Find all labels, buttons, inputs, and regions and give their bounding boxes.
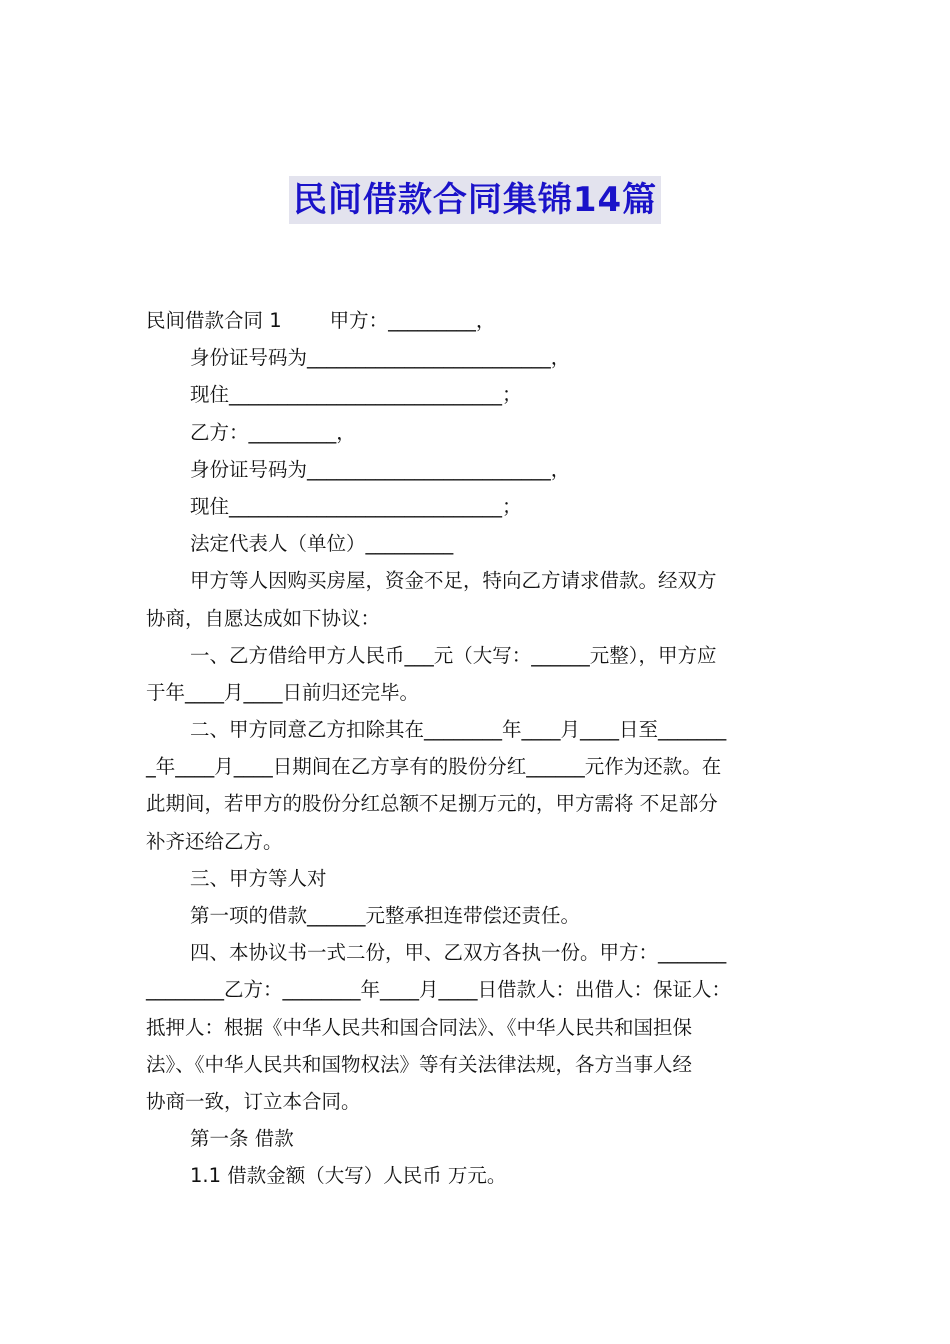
legal-representative-line: 法定代表人（单位）_________ — [190, 532, 454, 556]
paragraph-line: 法》、《中华人民共和国物权法》等有关法律法规，各方当事人经 — [146, 1052, 693, 1076]
signature-line: ________乙方：________年____月____日借款人：出借人：保证人： — [146, 978, 732, 1002]
paragraph-line: 抵押人：根据《中华人民共和国合同法》、《中华人民共和国担保 — [146, 1015, 693, 1039]
party-a-id-line: 身份证号码为_________________________， — [190, 346, 571, 370]
party-b-address-line: 现住____________________________； — [190, 494, 522, 518]
clause-2-line: 补齐还给乙方。 — [146, 829, 283, 853]
article-heading: 第一条 借款 — [190, 1127, 294, 1151]
party-a-address-line: 现住____________________________； — [190, 383, 522, 407]
clause-2-line: 此期间，若甲方的股份分红总额不足捌万元的，甲方需将 不足部分 — [146, 792, 718, 816]
contract-subtitle: 民间借款合同 1 — [146, 309, 282, 332]
paragraph-line: 协商一致，订立本合同。 — [146, 1089, 361, 1113]
clause-2-line: _年____月____日期间在乙方享有的股份分红______元作为还款。在 — [146, 755, 722, 779]
document-title: 民间借款合同集锦14篇 — [289, 176, 661, 224]
contract-heading-line — [146, 302, 810, 339]
clause-1-line: 一、乙方借给甲方人民币___元（大写：______元整），甲方应 — [190, 643, 717, 667]
clause-4-line: 四、本协议书一式二份，甲、乙双方各执一份。甲方：_______ — [190, 941, 727, 965]
contract-body — [146, 302, 810, 1195]
title-wrapper — [0, 176, 950, 224]
clause-1-line: 于年____月____日前归还完毕。 — [146, 680, 420, 704]
clause-2-line: 二、甲方同意乙方扣除其在________年____月____日至_______ — [190, 718, 727, 742]
paragraph-line: 甲方等人因购买房屋，资金不足，特向乙方请求借款。经双方 — [190, 569, 717, 593]
party-a-field: 甲方：_________， — [329, 309, 496, 332]
clause-3-line: 三、甲方等人对 — [190, 866, 327, 890]
clause-3-line: 第一项的借款______元整承担连带偿还责任。 — [190, 904, 581, 927]
party-b-line: 乙方：_________， — [190, 420, 356, 444]
party-b-id-line: 身份证号码为_________________________， — [190, 457, 571, 481]
paragraph-line: 协商，自愿达成如下协议： — [146, 606, 381, 630]
article-item: 1.1 借款金额（大写）人民币 万元。 — [190, 1164, 507, 1188]
